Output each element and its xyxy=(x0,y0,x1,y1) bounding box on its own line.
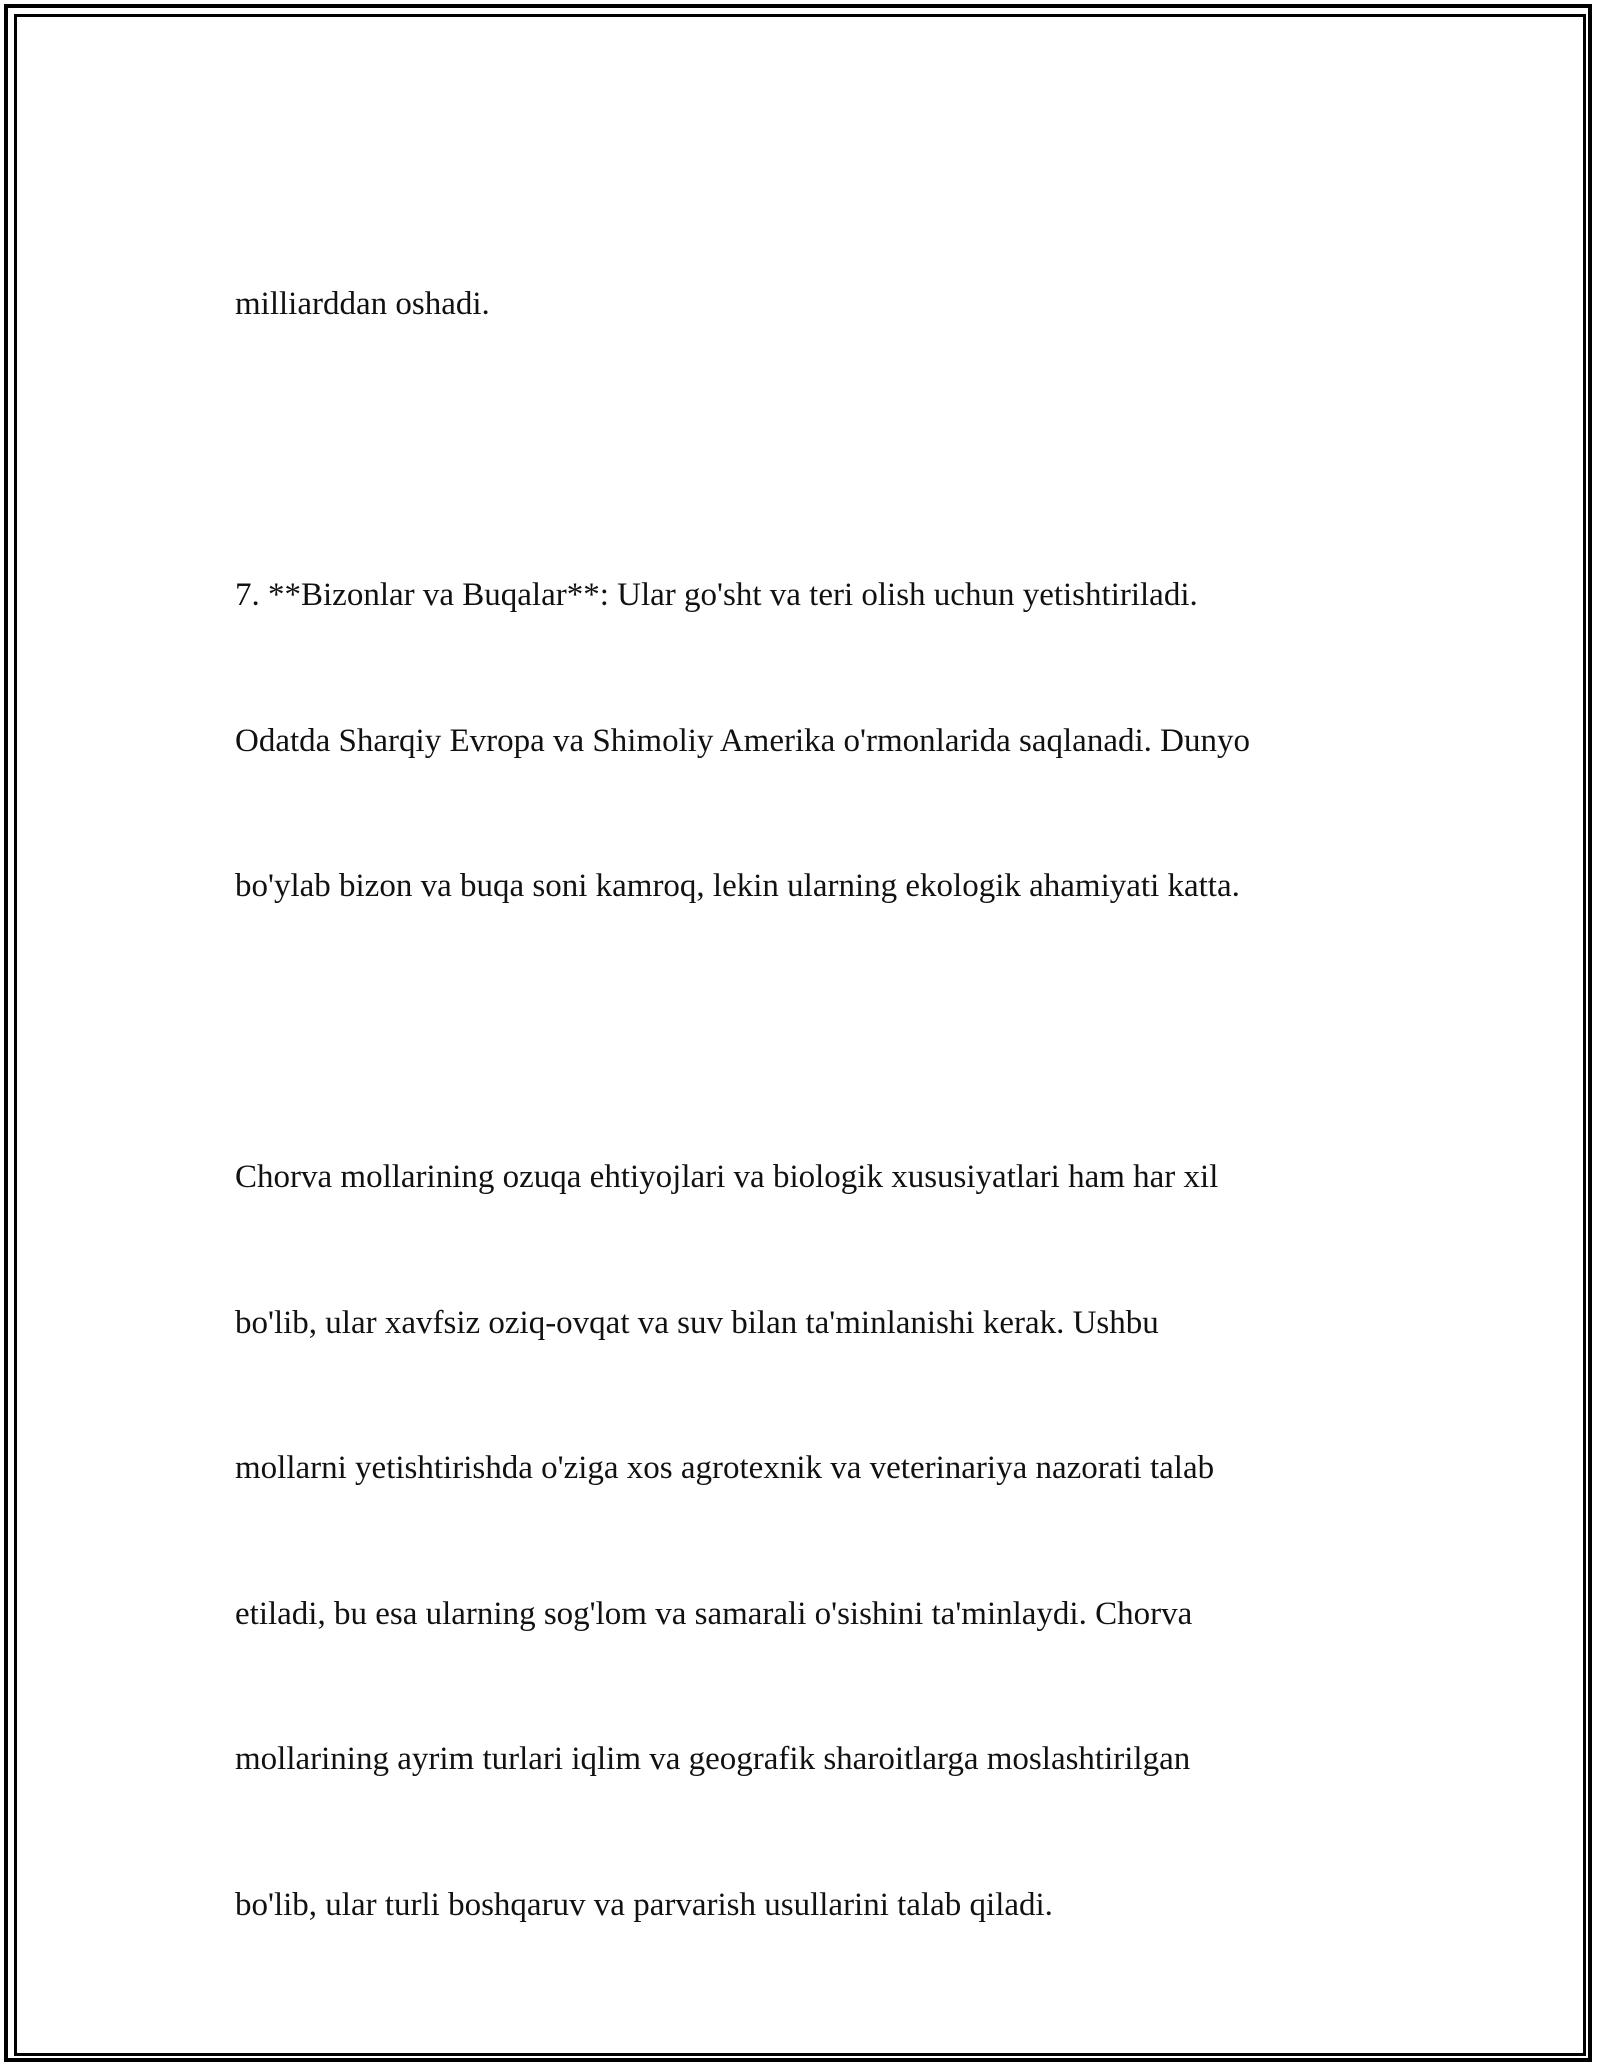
text-line: Odatda Sharqiy Evropa va Shimoliy Amerika o'rmonlarida saqlanadi. Dunyo xyxy=(235,722,1250,759)
text-line: mollarining ayrim turlari iqlim va geografik sharoitlarga moslashtirilgan xyxy=(235,1741,1191,1777)
paragraph-chorva xyxy=(235,1056,1385,2026)
text-line: milliarddan oshadi. xyxy=(235,286,490,322)
text-line: 7. **Bizonlar va Buqalar**: Ular go'sht va teri olish uchun yetishtiriladi. xyxy=(235,577,1198,613)
text-line: bo'lib, ular turli boshqaruv va parvarish usullarini talab qiladi. xyxy=(235,1886,1053,1923)
document-body xyxy=(235,183,1385,2026)
text-line: mollarni yetishtirishda o'ziga xos agrotexnik va veterinariya nazorati talab xyxy=(235,1450,1215,1486)
paragraph-continuation xyxy=(235,183,1385,426)
paragraph-bizonlar xyxy=(235,474,1385,1008)
text-line: bo'lib, ular xavfsiz oziq-ovqat va suv bilan ta'minlanishi kerak. Ushbu xyxy=(235,1304,1159,1341)
paragraph-gap xyxy=(235,426,1385,475)
text-line: Chorva mollarining ozuqa ehtiyojlari va biologik xususiyatlari ham har xil xyxy=(235,1159,1219,1195)
text-line: etiladi, bu esa ularning sog'lom va samarali o'sishini ta'minlaydi. Chorva xyxy=(235,1595,1193,1632)
paragraph-gap xyxy=(235,1008,1385,1057)
text-line: bo'ylab bizon va buqa soni kamroq, lekin ularning ekologik ahamiyati katta. xyxy=(235,868,1240,904)
